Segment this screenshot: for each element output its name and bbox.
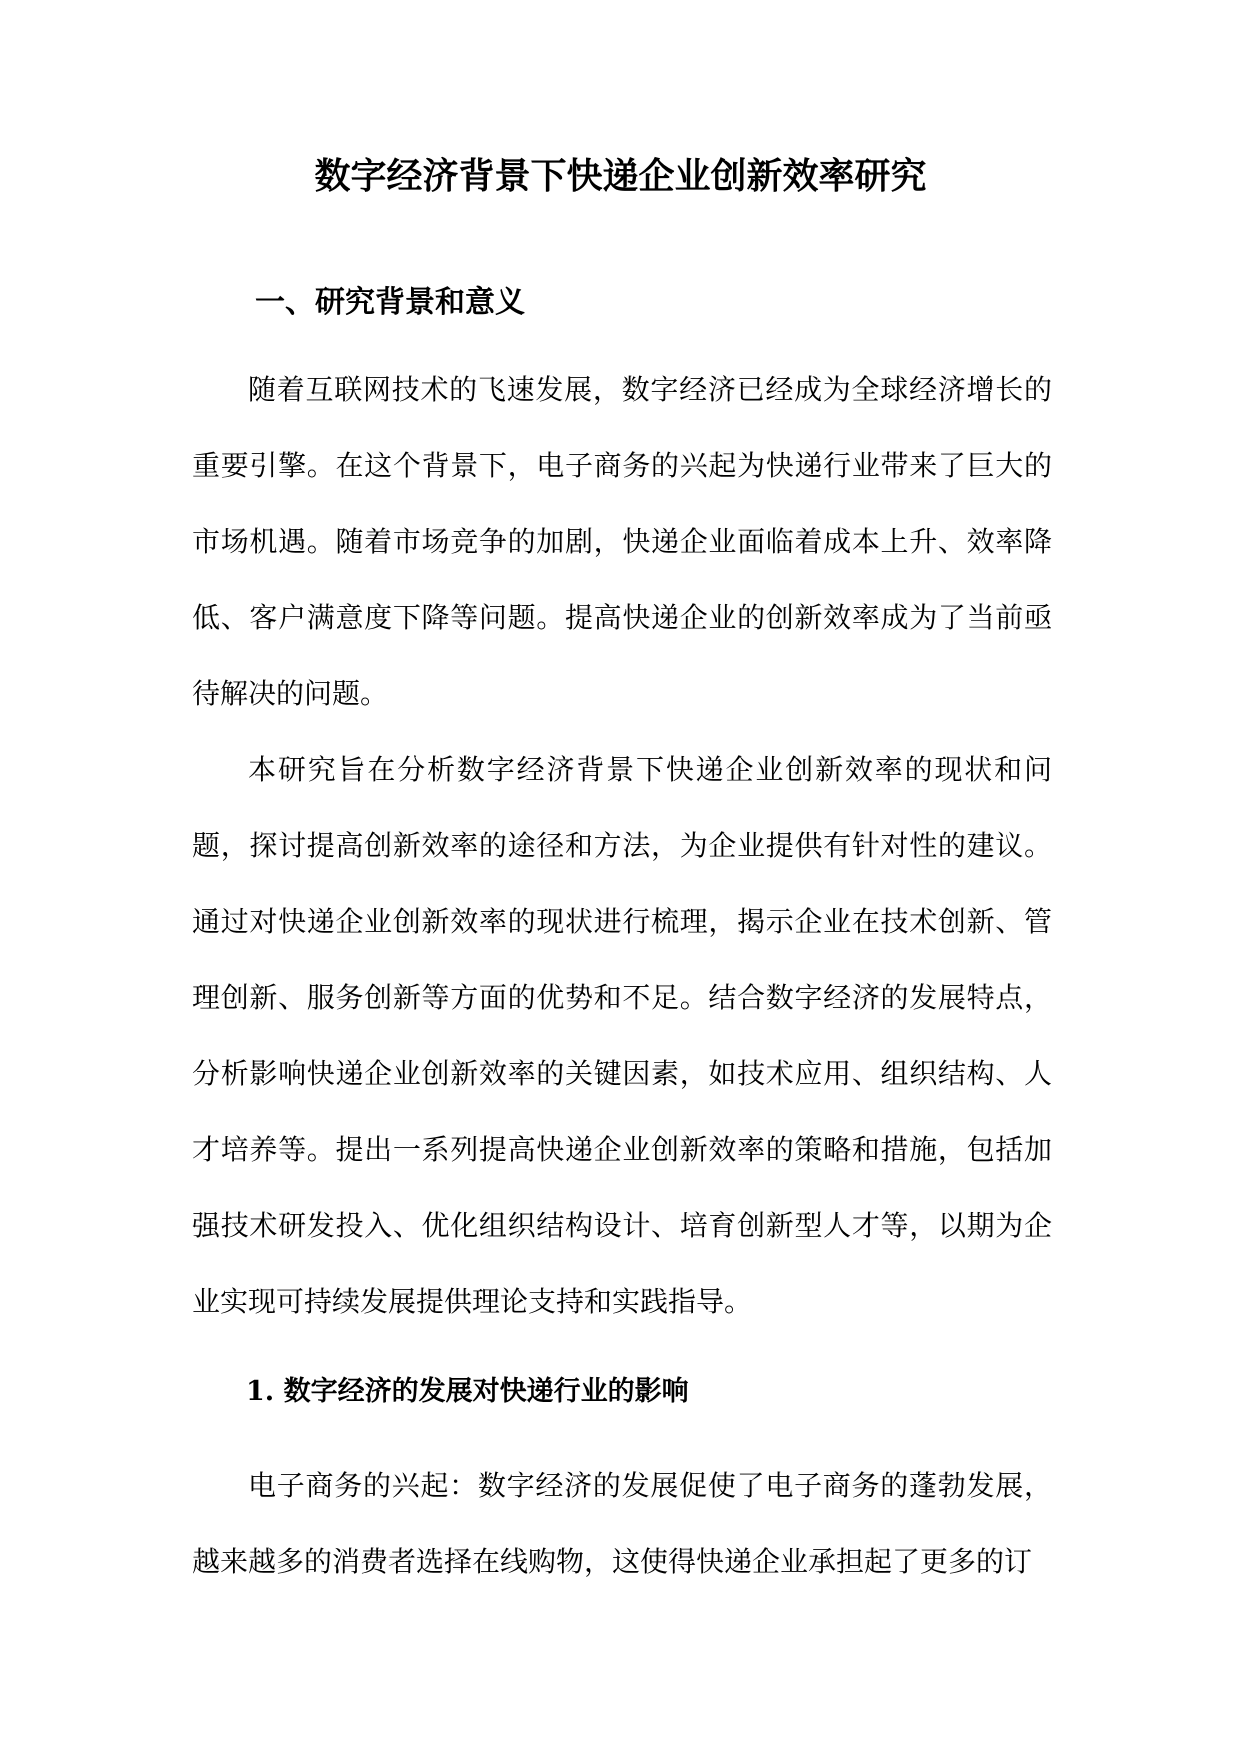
body-paragraph: 电子商务的兴起：数字经济的发展促使了电子商务的蓬勃发展，越来越多的消费者选择在线购物，这使得快递企业承担起了更多的订 — [192, 1469, 1052, 1578]
section-heading: 一、研究背景和意义 — [255, 285, 525, 320]
subsection-heading: 1. 数字经济的发展对快递行业的影响 — [246, 1376, 689, 1407]
document-title: 数字经济背景下快递企业创新效率研究 — [314, 155, 927, 197]
body-paragraph: 随着互联网技术的飞速发展，数字经济已经成为全球经济增长的重要引擎。在这个背景下，电子商务的兴起为快递行业带来了巨大的市场机遇。随着市场竞争的加剧，快递企业面临着成本上升、效率降低、客户满意度下降等问题。提高快递企业的创新效率成为了当前亟待解决的问题。 — [192, 373, 1052, 710]
body-paragraph: 本研究旨在分析数字经济背景下快递企业创新效率的现状和问题，探讨提高创新效率的途径和方法，为企业提供有针对性的建议。通过对快递企业创新效率的现状进行梳理，揭示企业在技术创新、管理创新、服务创新等方面的优势和不足。结合数字经济的发展特点，分析影响快递企业创新效率的关键因素，如技术应用、组织结构、人才培养等。提出一系列提高快递企业创新效率的策略和措施，包括加强技术研发投入、优化组织结构设计、培育创新型人才等，以期为企业实现可持续发展提供理论支持和实践指导。 — [192, 753, 1052, 1318]
